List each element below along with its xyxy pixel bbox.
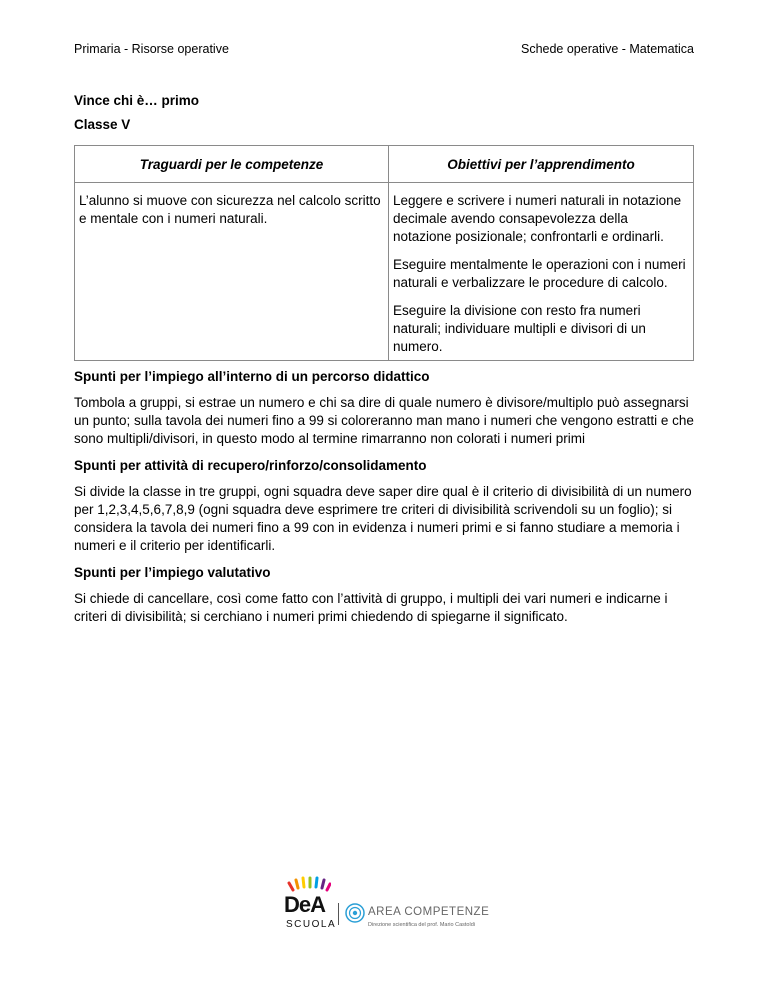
dea-brand-sub: SCUOLA	[286, 919, 337, 930]
section-title: Spunti per l’impiego valutativo	[74, 565, 271, 580]
class-label: Classe V	[74, 117, 131, 132]
ray-mark	[322, 880, 324, 888]
competence-cell: L’alunno si muove con sicurezza nel calcolo scritto e mentale con i numeri naturali.	[75, 183, 389, 361]
dea-rays-icon	[287, 876, 331, 892]
ray-mark	[296, 880, 298, 888]
program-title: AREA COMPETENZE	[368, 906, 490, 918]
competences-table	[74, 145, 694, 361]
section-body: Si chiede di cancellare, così come fatto con l’attività di gruppo, i multipli dei vari numeri e indicarne i criteri di divisibilità; si cerchiano i numeri primi chiedendo di spiegarne il significato.	[74, 591, 668, 624]
ray-mark	[316, 878, 317, 887]
dea-brand: DeA	[284, 892, 326, 917]
page-title: Vince chi è… primo	[74, 93, 200, 108]
section-body: Si divide la classe in tre gruppi, ogni squadra deve saper dire qual è il criterio di divisibilità di un numero per 1,2,3,4,5,6,7,8,9 (ogni squadra deve esprimere tre criteri di divisibilità scrivendoli su un foglio); si considera la tavola dei numeri fino a 99 con in evidenza i numeri primi e si fanno studiare a memoria i numeri e il criterio per identificarli.	[74, 484, 692, 553]
ray-mark	[303, 878, 304, 887]
objective-item: Eseguire mentalmente le operazioni con i numeri naturali e verbalizzare le procedure di calcolo.	[393, 257, 686, 290]
section-body: Tombola a gruppi, si estrae un numero e chi sa dire di quale numero è divisore/multiplo può assegnarsi un punto; sulla tavola dei numeri fino a 99 si coloreranno man mano i numeri che vengono estratti e che sono multipli/divisori, in questo modo al termine rimarranno non colorati i numeri primi	[74, 395, 694, 446]
section-title: Spunti per l’impiego all’interno di un percorso didattico	[74, 369, 430, 384]
objective-item: Leggere e scrivere i numeri naturali in notazione decimale avendo consapevolezza della notazione posizionale; confrontarli e ordinarli.	[393, 193, 682, 244]
header-left: Primaria - Risorse operative	[74, 42, 229, 56]
section-title: Spunti per attività di recupero/rinforzo/consolidamento	[74, 458, 427, 473]
program-subtitle: Direzione scientifica del prof. Mario Castoldi	[368, 922, 475, 928]
logo-divider	[338, 903, 339, 925]
ray-mark	[327, 884, 330, 890]
header-right: Schede operative - Matematica	[520, 42, 694, 56]
column-header-competences: Traguardi per le competenze	[75, 146, 389, 183]
footer-logo	[284, 876, 514, 936]
table-header-row	[75, 146, 694, 183]
ray-mark	[289, 883, 293, 890]
table-row	[75, 183, 694, 361]
column-header-objectives: Obiettivi per l’apprendimento	[389, 146, 694, 183]
area-competenze-icon	[345, 903, 365, 923]
document-body	[74, 93, 694, 635]
objective-item: Eseguire la divisione con resto fra numeri naturali; individuare multipli e divisori di un numero.	[393, 303, 646, 354]
objectives-cell	[389, 183, 694, 361]
